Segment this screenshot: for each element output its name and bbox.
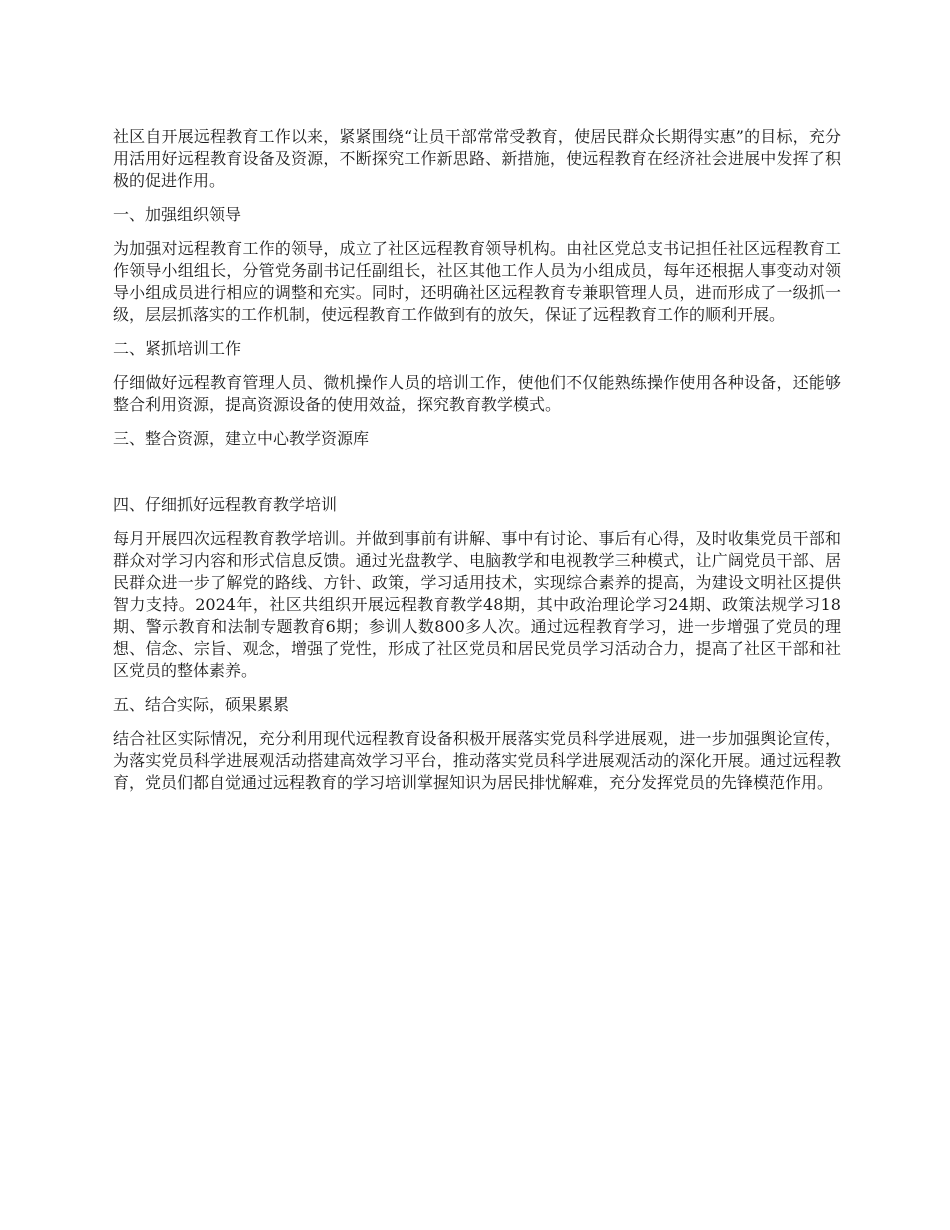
section-body-results: 结合社区实际情况，充分利用现代远程教育设备积极开展落实党员科学进展观，进一步加强舆论宣传，为落实党员科学进展观活动搭建高效学习平台，推动落实党员科学进展观活动的深化开展。通过远程教育，党员们都自觉通过远程教育的学习培训掌握知识为居民排忧解难，充分发挥党员的先锋模范作用。 — [113, 729, 841, 792]
section-heading-organization: 一、加强组织领导 — [113, 205, 242, 224]
section-body-teaching-training: 每月开展四次远程教育教学培训。并做到事前有讲解、事中有讨论、事后有心得，及时收集党员干部和群众对学习内容和形式信息反馈。通过光盘教学、电脑教学和电视教学三种模式，让广阔党员干部、居民群众进一步了解党的路线、方针、政策，学习适用技术，实现综合素养的提高，为建设文明社区提供智力支持。2024年，社区共组织开展远程教育教学48期，其中政治理论学习24期、政策法规学习18期、警示教育和法制专题教育6期；参训人数800多人次。通过远程教育学习，进一步增强了党员的理想、信念、宗旨、观念，增强了党性，形成了社区党员和居民党员学习活动合力，提高了社区干部和社区党员的整体素养。 — [113, 529, 841, 680]
section-heading-results: 五、结合实际，硕果累累 — [113, 695, 290, 714]
section-body-training: 仔细做好远程教育管理人员、微机操作人员的培训工作，使他们不仅能熟练操作使用各种设备，还能够整合利用资源，提高资源设备的使用效益，探究教育教学模式。 — [113, 373, 841, 414]
document-page — [113, 126, 841, 794]
section-body-organization: 为加强对远程教育工作的领导，成立了社区远程教育领导机构。由社区党总支书记担任社区远程教育工作领导小组组长，分管党务副书记任副组长，社区其他工作人员为小组成员，每年还根据人事变动对领导小组成员进行相应的调整和充实。同时，还明确社区远程教育专兼职管理人员，进而形成了一级抓一级，层层抓落实的工作机制，使远程教育工作做到有的放矢，保证了远程教育工作的顺利开展。 — [113, 239, 841, 324]
intro-paragraph: 社区自开展远程教育工作以来，紧紧围绕“让员干部常常受教育，使居民群众长期得实惠”的目标，充分用活用好远程教育设备及资源，不断探究工作新思路、新措施，使远程教育在经济社会进展中发挥了积极的促进作用。 — [113, 127, 841, 190]
section-heading-training: 二、紧抓培训工作 — [113, 339, 242, 358]
section-heading-resources: 三、整合资源，建立中心教学资源库 — [113, 429, 370, 448]
section-heading-teaching-training: 四、仔细抓好远程教育教学培训 — [113, 495, 338, 514]
